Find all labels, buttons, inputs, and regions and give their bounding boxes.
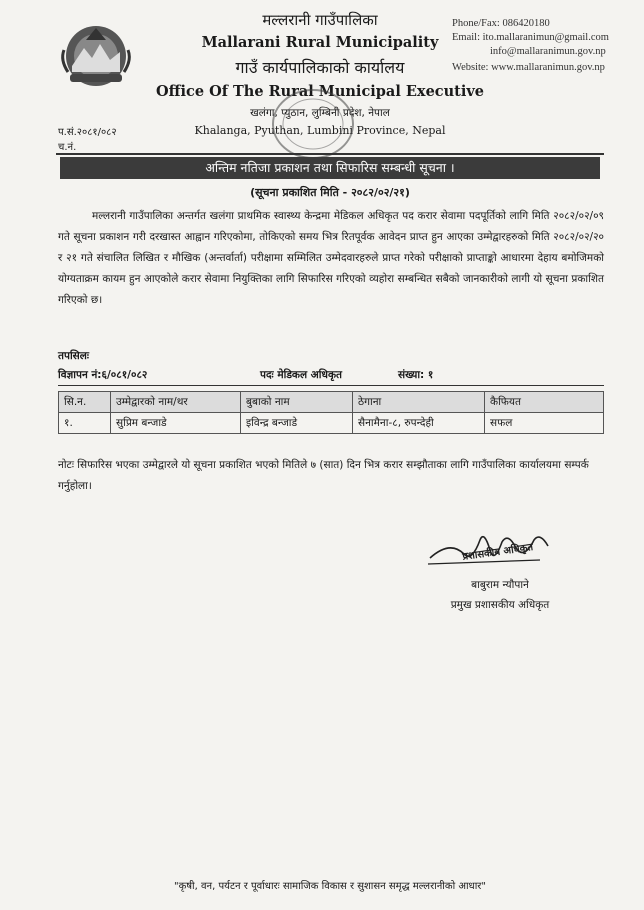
- table-header-row: [59, 392, 604, 413]
- post-count: संख्या: १: [398, 369, 434, 381]
- col-header-address: ठेगाना: [353, 392, 485, 413]
- contact-email-2: info@mallaranimun.gov.np: [490, 46, 606, 57]
- signatory-title: प्रमुख प्रशासकीय अधिकृत: [450, 599, 550, 611]
- col-header-sn: सि.न.: [59, 392, 111, 413]
- cell-address: सैनामैना-८, रुपन्देही: [353, 413, 485, 434]
- cell-father: इविन्द्र बन्जाडे: [241, 413, 353, 434]
- address-en: Khalanga, Pyuthan, Lumbini Province, Nepal: [194, 124, 446, 137]
- notice-body: मल्लरानी गाउँपालिका अन्तर्गत खलंगा प्राथमिक स्वास्थ्य केन्द्रमा मेडिकल अधिकृत पद करार सेवामा पदपूर्तिको लागि मिति २०८२/०२/०९ गते सूचना प्रकाशन गरी दरखास्त आह्वान गरिएकोमा, तोकिएको समय भित्र रितपूर्वक आवेदन प्राप्त हुन आएका उम्मेद्वारहरुको मिति २०८२/०२/२० र २१ गते संचालित लिखित र मौखिक (अन्तर्वार्ता) परीक्षामा सम्मिलित उम्मेदवारहरुले प्राप्त गरेको परीक्षाको प्राप्ताङ्को आधारमा देहाय बमोजिमको योग्यताक्रम कायम हुन आएकोले करार सेवामा नियुक्तिका लागि सिफारिस गरिएको व्यहोरा सम्बन्धित सबैको जानकारीको लागी यो सूचना प्रकाशित गरिएको छ।: [58, 210, 604, 306]
- footer-slogan: "कृषी, वन, पर्यटन र पूर्वाधारः सामाजिक विकास र सुशासन समृद्ध मल्लरानीको आधार": [173, 881, 486, 892]
- header-divider: [56, 153, 604, 155]
- post-name: पदः मेडिकल अधिकृत: [260, 369, 343, 381]
- reference-ps: प.सं.२०८१/०८२: [58, 127, 117, 138]
- signatory-name: बाबुराम न्यौपाने: [471, 579, 529, 591]
- col-header-father: बुबाको नाम: [241, 392, 353, 413]
- contact-website: Website: www.mallaranimun.gov.np: [452, 62, 605, 73]
- office-seal-icon: [268, 84, 358, 164]
- cell-sn: १.: [59, 413, 111, 434]
- cell-name: सुप्रिम बन्जाडे: [111, 413, 241, 434]
- details-label: तपसिलः: [58, 350, 90, 362]
- published-date: (सूचना प्रकाशित मिति - २०८२/०२/२१): [250, 186, 410, 199]
- contact-email: Email: ito.mallaranimun@gmail.com: [452, 32, 609, 43]
- nepal-emblem-icon: [58, 20, 134, 92]
- result-table: [58, 391, 604, 434]
- notice-title: अन्तिम नतिजा प्रकाशन तथा सिफारिस सम्बन्धी सूचना ।: [60, 157, 600, 179]
- ad-divider: [58, 385, 604, 386]
- table-row: [59, 413, 604, 434]
- note-text: नोटः सिफारिस भएका उम्मेद्वारले यो सूचना प्रकाशित भएको मितिले ७ (सात) दिन भित्र करार सम्झौताका लागि गाउँपालिका कार्यालयमा सम्पर्क गर्नुहोला।: [58, 459, 589, 492]
- contact-phone: Phone/Fax: 086420180: [452, 18, 550, 29]
- cell-remarks: सफल: [485, 413, 604, 434]
- col-header-remarks: कैफियत: [485, 392, 604, 413]
- col-header-name: उम्मेद्वारको नाम/थर: [111, 392, 241, 413]
- municipality-name-en: Mallarani Rural Municipality: [201, 34, 439, 51]
- designation-stamp: प्रशासकीय अधिकृत: [461, 542, 534, 563]
- office-name-en: Office Of The Rural Municipal Executive: [155, 83, 485, 100]
- address-np: खलंगा, प्युठान, लुम्बिनी प्रदेश, नेपाल: [250, 107, 390, 119]
- reference-chn: च.नं.: [58, 142, 77, 153]
- municipality-name-np: मल्लरानी गाउँपालिका: [262, 11, 378, 29]
- office-name-np: गाउँ कार्यपालिकाको कार्यालय: [235, 58, 405, 77]
- ad-number: विज्ञापन नं:६/०८१/०८२: [58, 369, 148, 381]
